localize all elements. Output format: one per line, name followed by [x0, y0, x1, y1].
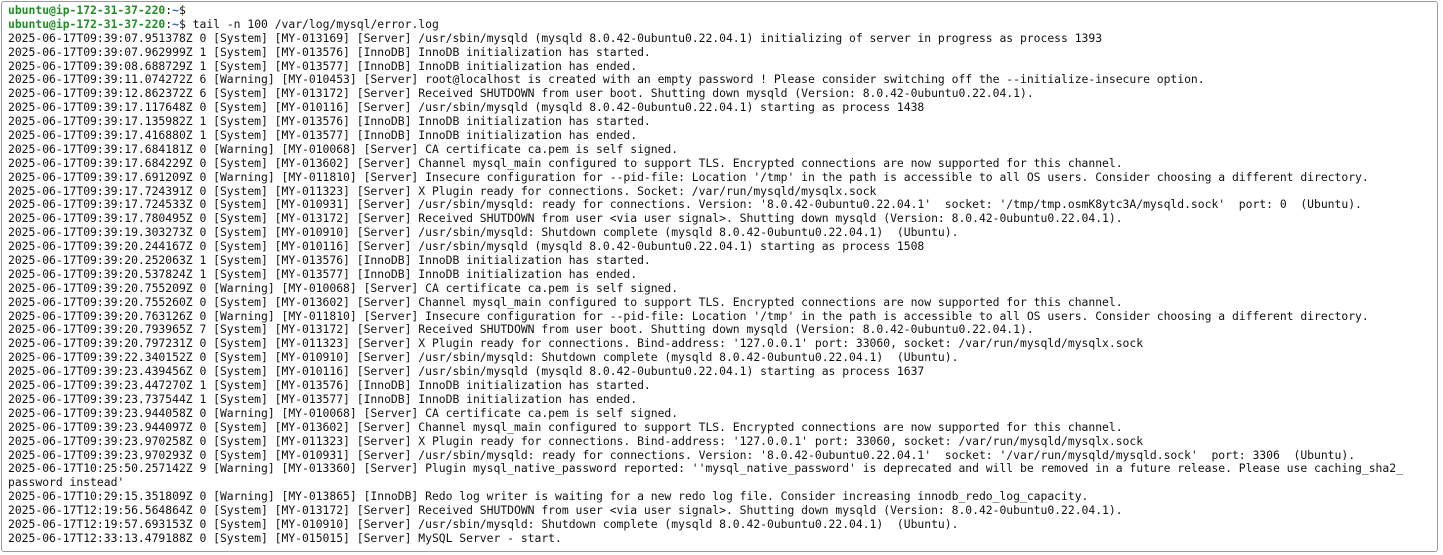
log-line: 2025-06-17T09:39:17.117648Z 0 [System] [MY-010116] [Server] /usr/sbin/mysqld (mysqld 8.0.42-0ubuntu0.22.04.1) starting as process 1438 — [8, 100, 925, 115]
log-line: 2025-06-17T09:39:20.252063Z 1 [System] [MY-013576] [InnoDB] InnoDB initialization has started. — [8, 253, 651, 268]
log-line: 2025-06-17T09:39:20.793965Z 7 [System] [MY-013172] [Server] Received SHUTDOWN from user boot. Shutting down mysqld (Version: 8.0.42-0ubuntu0.22.04.1). — [8, 322, 1034, 337]
log-line: 2025-06-17T09:39:07.951378Z 0 [System] [MY-013169] [Server] /usr/sbin/mysqld (mysqld 8.0.42-0ubuntu0.22.04.1) initializing of server in progress as process 1393 — [8, 30, 1103, 45]
scroll-thumb[interactable] — [1428, 49, 1434, 549]
log-line: 2025-06-17T09:39:17.684229Z 0 [System] [MY-013602] [Server] Channel mysql_main configured to support TLS. Encrypted connections are now supported for this channel. — [8, 155, 1123, 170]
prompt-symbol: $ — [178, 3, 186, 17]
prompt-colon: : — [165, 16, 173, 31]
log-line: 2025-06-17T09:39:23.944058Z 0 [Warning] [MY-010068] [Server] CA certificate ca.pem is self signed. — [8, 405, 679, 420]
log-line: 2025-06-17T09:39:20.755209Z 0 [Warning] [MY-010068] [Server] CA certificate ca.pem is self signed. — [8, 280, 679, 295]
log-line: 2025-06-17T09:39:08.688729Z 1 [System] [MY-013577] [InnoDB] InnoDB initialization has ended. — [8, 58, 638, 73]
log-line: 2025-06-17T09:39:20.537824Z 1 [System] [MY-013577] [InnoDB] InnoDB initialization has ended. — [8, 266, 638, 281]
log-line: 2025-06-17T09:39:23.970258Z 0 [System] [MY-011323] [Server] X Plugin ready for connections. Bind-address: '127.0.0.1' port: 33060, socket: /var/run/mysqld/mysqlx.sock — [8, 433, 1144, 448]
log-line: 2025-06-17T10:25:50.257142Z 9 [Warning] [MY-013360] [Server] Plugin mysql_native_password reported: ''mysql_native_password' is deprecated and will be removed in a future release. Please use caching_sha2_ — [8, 461, 1403, 476]
terminal-output — [2, 2, 1437, 546]
log-line: 2025-06-17T12:19:57.693153Z 0 [System] [MY-010910] [Server] /usr/sbin/mysqld: Shutdown complete (mysqld 8.0.42-0ubuntu0.22.04.1) (Ubuntu). — [8, 516, 959, 531]
log-line: 2025-06-17T09:39:20.755260Z 0 [System] [MY-013602] [Server] Channel mysql_main configured to support TLS. Encrypted connections are now supported for this channel. — [8, 294, 1123, 309]
log-line: 2025-06-17T09:39:20.244167Z 0 [System] [MY-010116] [Server] /usr/sbin/mysqld (mysqld 8.0.42-0ubuntu0.22.04.1) starting as process 1508 — [8, 239, 925, 254]
log-line: 2025-06-17T09:39:17.416880Z 1 [System] [MY-013577] [InnoDB] InnoDB initialization has ended. — [8, 128, 638, 143]
prompt-colon: : — [165, 3, 173, 17]
log-line: 2025-06-17T09:39:23.944097Z 0 [System] [MY-013602] [Server] Channel mysql_main configured to support TLS. Encrypted connections are now supported for this channel. — [8, 419, 1123, 434]
log-line: 2025-06-17T09:39:17.724533Z 0 [System] [MY-010931] [Server] /usr/sbin/mysqld: ready for connections. Version: '8.0.42-0ubuntu0.22.04.1' socket: '/tmp/tmp.osmK8ytc3A/mysqld.sock' port: 0 (Ubuntu). — [8, 197, 1362, 212]
log-line: 2025-06-17T09:39:11.074272Z 6 [Warning] [MY-010453] [Server] root@localhost is created with an empty password ! Please consider switching off the --initialize-insecure option. — [8, 72, 1205, 87]
prompt-user-host: ubuntu@ip-172-31-37-220 — [8, 16, 166, 31]
log-line: 2025-06-17T10:29:15.351809Z 0 [Warning] [MY-013865] [InnoDB] Redo log writer is waiting for a new redo log file. Consider increasing innodb_redo_log_capacity. — [8, 489, 1089, 504]
log-line: 2025-06-17T09:39:17.135982Z 1 [System] [MY-013576] [InnoDB] InnoDB initialization has started. — [8, 114, 651, 129]
prompt-path: ~ — [172, 16, 179, 31]
prompt-symbol: $ — [178, 16, 186, 31]
log-line: 2025-06-17T09:39:20.763126Z 0 [Warning] [MY-011810] [Server] Insecure configuration for --pid-file: Location '/tmp' in the path is accessible to all OS users. Consider choosing a different directory. — [8, 308, 1369, 323]
log-line: 2025-06-17T09:39:23.737544Z 1 [System] [MY-013577] [InnoDB] InnoDB initialization has ended. — [8, 391, 638, 406]
prompt-path: ~ — [172, 3, 179, 17]
log-line: 2025-06-17T09:39:23.447270Z 1 [System] [MY-013576] [InnoDB] InnoDB initialization has started. — [8, 378, 651, 393]
log-line: 2025-06-17T09:39:17.724391Z 0 [System] [MY-011323] [Server] X Plugin ready for connections. Socket: /var/run/mysqld/mysqlx.sock — [8, 183, 877, 198]
log-line: password instead' — [8, 475, 125, 490]
log-line: 2025-06-17T09:39:23.439456Z 0 [System] [MY-010116] [Server] /usr/sbin/mysqld (mysqld 8.0.42-0ubuntu0.22.04.1) starting as process 1637 — [8, 364, 925, 379]
prompt-line-command — [8, 18, 1437, 32]
log-line: 2025-06-17T09:39:19.303273Z 0 [System] [MY-010910] [Server] /usr/sbin/mysqld: Shutdown complete (mysqld 8.0.42-0ubuntu0.22.04.1) (Ubuntu). — [8, 225, 959, 240]
log-line: 2025-06-17T09:39:20.797231Z 0 [System] [MY-011323] [Server] X Plugin ready for connections. Bind-address: '127.0.0.1' port: 33060, socket: /var/run/mysqld/mysqlx.sock — [8, 336, 1144, 351]
scrollbar[interactable] — [1428, 6, 1434, 549]
log-line: 2025-06-17T09:39:07.962999Z 1 [System] [MY-013576] [InnoDB] InnoDB initialization has started. — [8, 44, 651, 59]
log-lines — [8, 32, 1437, 546]
prompt-space — [186, 17, 193, 31]
log-line: 2025-06-17T12:33:13.479188Z 0 [System] [MY-015015] [Server] MySQL Server - start. — [8, 530, 562, 545]
command-text: tail -n 100 /var/log/mysql/error.log — [192, 16, 439, 31]
log-line: 2025-06-17T09:39:22.340152Z 0 [System] [MY-010910] [Server] /usr/sbin/mysqld: Shutdown complete (mysqld 8.0.42-0ubuntu0.22.04.1) (Ubuntu). — [8, 350, 959, 365]
prompt-line-empty — [8, 4, 1437, 18]
log-line: 2025-06-17T09:39:23.970293Z 0 [System] [MY-010931] [Server] /usr/sbin/mysqld: ready for connections. Version: '8.0.42-0ubuntu0.22.04.1' socket: '/var/run/mysqld/mysqld.sock' port: 3306 (Ubuntu). — [8, 447, 1356, 462]
terminal-window[interactable] — [1, 1, 1438, 552]
log-line: 2025-06-17T09:39:12.862372Z 6 [System] [MY-013172] [Server] Received SHUTDOWN from user boot. Shutting down mysqld (Version: 8.0.42-0ubuntu0.22.04.1). — [8, 86, 1034, 101]
log-line: 2025-06-17T12:19:56.564864Z 0 [System] [MY-013172] [Server] Received SHUTDOWN from user <via user signal>. Shutting down mysqld (Version: 8.0.42-0ubuntu0.22.04.1). — [8, 503, 1123, 518]
log-line: 2025-06-17T09:39:17.780495Z 0 [System] [MY-013172] [Server] Received SHUTDOWN from user <via user signal>. Shutting down mysqld (Version: 8.0.42-0ubuntu0.22.04.1). — [8, 211, 1123, 226]
log-line: 2025-06-17T09:39:17.691209Z 0 [Warning] [MY-011810] [Server] Insecure configuration for --pid-file: Location '/tmp' in the path is accessible to all OS users. Consider choosing a different directory. — [8, 169, 1369, 184]
log-line: 2025-06-17T09:39:17.684181Z 0 [Warning] [MY-010068] [Server] CA certificate ca.pem is self signed. — [8, 141, 679, 156]
prompt-user-host: ubuntu@ip-172-31-37-220 — [8, 3, 166, 17]
